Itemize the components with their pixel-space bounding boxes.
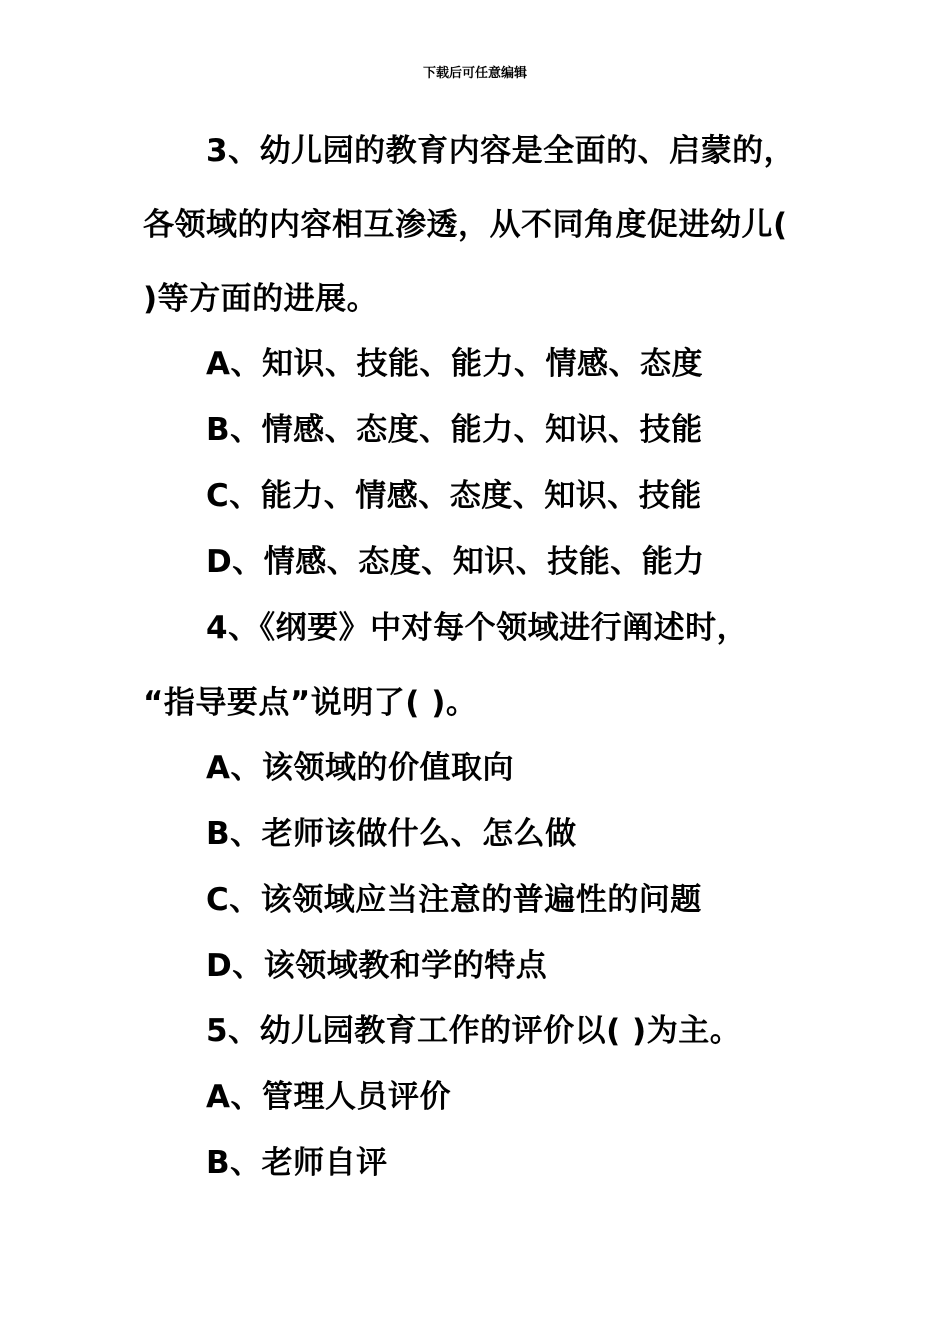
question-4-stem-line-1: 4、《纲要》中对每个领域进行阐述时， (206, 610, 749, 646)
question-3-option-b: B、情感、态度、能力、知识、技能 (206, 412, 703, 448)
question-5-option-b: B、老师自评 (206, 1145, 388, 1181)
question-5-stem-line-1: 5、幼儿园教育工作的评价以( )为主。 (206, 1013, 742, 1049)
question-4-stem-line-2: “指导要点”说明了( )。 (143, 685, 478, 721)
question-4-option-d: D、该领域教和学的特点 (206, 948, 548, 984)
question-3-stem-line-3: )等方面的进展。 (143, 281, 379, 317)
question-3-option-a: A、知识、技能、能力、情感、态度 (206, 346, 703, 382)
question-3-stem-line-2: 各领域的内容相互渗透，从不同角度促进幼儿( (143, 207, 788, 243)
question-3-option-c: C、能力、情感、态度、知识、技能 (206, 478, 702, 514)
page-header: 下载后可任意编辑 (422, 66, 527, 81)
question-5-option-a: A、管理人员评价 (206, 1079, 451, 1115)
question-4-option-b: B、老师该做什么、怎么做 (206, 816, 577, 852)
question-3-option-d: D、情感、态度、知识、技能、能力 (206, 544, 705, 580)
question-4-option-c: C、该领域应当注意的普遍性的问题 (206, 882, 702, 918)
question-4-option-a: A、该领域的价值取向 (206, 750, 514, 786)
question-3-stem-line-1: 3、幼儿园的教育内容是全面的、启蒙的， (206, 133, 796, 169)
